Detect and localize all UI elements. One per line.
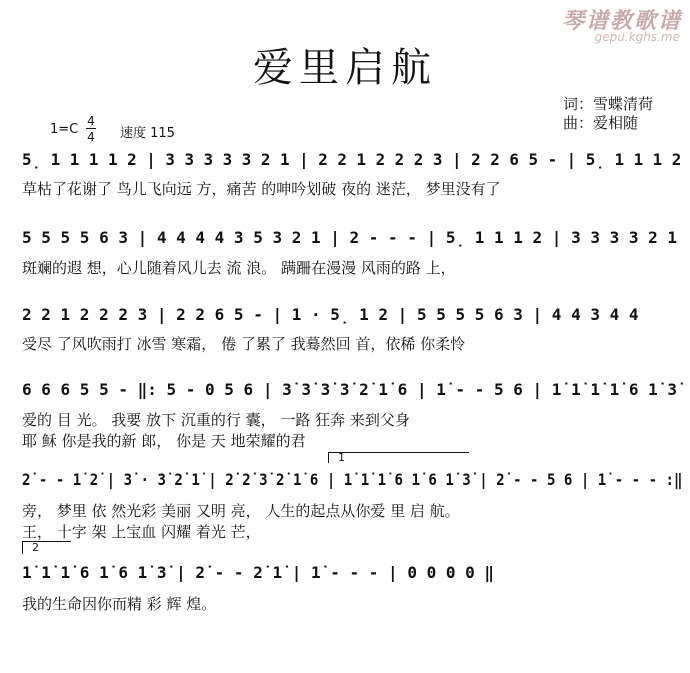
key-signature: 1=C [50, 122, 79, 137]
lyric-line-1: 草枯了花谢了 鸟儿飞向远 方，痛苦 的呻吟划破 夜的 迷茫， 梦里没有了 [22, 180, 501, 198]
notation-line-2: 5 5 5 5 6 3 | 4 4 4 4 3 5 3 2 1 | 2 - - - | 5̣ 1 1 1 2 | 3 3 3 3 2 1 [22, 228, 678, 247]
song-title: 爱里启航 [253, 45, 437, 91]
notation-line-6: 1̇ 1̇ 1̇ 6 1̇ 6 1̇ 3̇ | 2̇ - - 2̇ 1̇ | 1̇ - - - | 0 0 0 0 ‖ [22, 563, 495, 582]
lyric-line-5-verse-1: 旁， 梦里 依 然光彩 美丽 又明 亮， 人生的起点从你爱 里 启 航。 [22, 502, 460, 520]
lyric-line-3: 受尽 了风吹雨打 冰雪 寒霜， 倦 了累了 我蓦然回 首，依稀 你柔怜 [22, 335, 466, 353]
notation-line-5: 2̇ - - 1̇ 2̇ | 3̇ · 3̇ 2̇ 1̇ | 2̇ 2̇ 3̇ 2̇ 1̇ 6 | 1̇ 1̇ 1̇ 6 1̇ 6 1̇ 3̇ | 2̇ - - 5 6 | 1̇ - - - :‖ [22, 470, 683, 489]
lyric-line-6: 我的生命因你而精 彩 辉 煌。 [22, 595, 217, 613]
watermark-site: 琴谱教歌谱 [561, 8, 682, 34]
second-ending-number: 2 [32, 541, 39, 554]
lyric-line-4-verse-1: 爱的 目 光。 我要 放下 沉重的行 囊， 一路 狂奔 来到父身 [22, 411, 410, 429]
time-signature-bottom: 4 [87, 130, 95, 144]
notation-line-3: 2 2 1 2 2 2 3 | 2 2 6 5 - | 1 · 5̣ 1 2 | 5 5 5 5 6 3 | 4 4 3 4 4 [22, 305, 639, 324]
lyric-line-4-verse-2: 耶 稣 你是我的新 郎， 你是 天 地荣耀的君 [22, 432, 306, 450]
time-signature-divider [86, 128, 96, 129]
notation-line-4: 6 6 6 5 5 - ‖: 5 - 0 5 6 | 3̇ 3̇ 3̇ 3̇ 2̇ 1̇ 6 | 1̇ - - 5 6 | 1̇ 1̇ 1̇ 1̇ 6 1̇ 3̇ [22, 380, 678, 399]
tempo-marking: 速度 115 [120, 126, 175, 141]
composer-credit: 曲：爱相随 [563, 114, 639, 132]
lyric-line-2: 斑斓的遐 想，心儿随着风儿去 流 浪。 蹒跚在漫漫 风雨的路 上， [22, 259, 456, 277]
lyricist-credit: 词：雪蝶清荷 [563, 95, 654, 113]
lyric-line-5-verse-2: 王， 十字 架 上宝血 闪耀 着光 芒， [22, 523, 261, 541]
first-ending-number: 1 [338, 451, 345, 464]
time-signature-top: 4 [87, 114, 95, 128]
watermark-url: gepu.kghs.me [594, 30, 680, 44]
first-ending-bracket [328, 452, 469, 463]
notation-line-1: 5̣ 1 1 1 1 2 | 3 3 3 3 3 2 1 | 2 2 1 2 2 2 3 | 2 2 6 5 - | 5̣ 1 1 1 2 [22, 150, 682, 169]
second-ending-bracket [22, 541, 71, 554]
